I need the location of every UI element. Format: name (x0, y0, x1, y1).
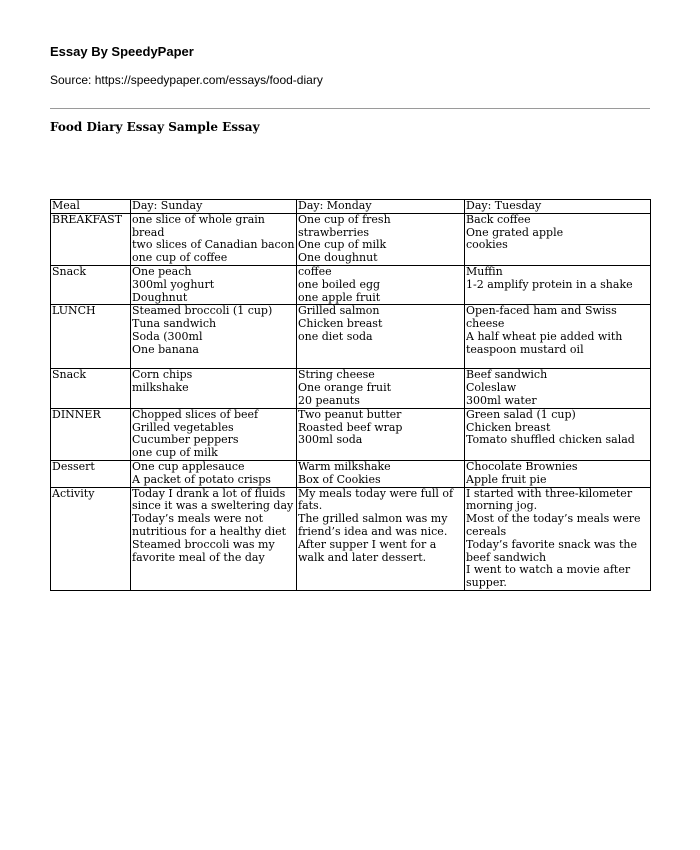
food-line: I went to watch a movie after (466, 564, 631, 577)
food-line: One grated apple (466, 226, 564, 239)
day-cell-monday (297, 265, 465, 304)
table-row (51, 213, 651, 265)
food-line: 1-2 amplify protein in a shake (466, 278, 633, 291)
food-line: strawberries (298, 226, 370, 239)
food-line: Beef sandwich (466, 369, 548, 382)
food-line: milkshake (132, 382, 189, 395)
food-line: fats. (298, 500, 323, 513)
day-cell-monday (297, 305, 465, 369)
food-line: Grilled salmon (298, 305, 380, 318)
food-line: I started with three-kilometer (466, 487, 633, 500)
food-line: Soda (300ml (132, 330, 203, 343)
food-line: One banana (132, 343, 199, 356)
food-line: Cucumber peppers (132, 434, 239, 447)
day-cell-sunday (131, 408, 297, 460)
food-line: Green salad (1 cup) (466, 408, 576, 421)
table-row (51, 408, 651, 460)
meal-cell: Activity (51, 487, 131, 590)
food-line: Today’s favorite snack was the (466, 538, 637, 551)
food-line: One peach (132, 265, 192, 278)
food-line: Chicken breast (466, 421, 551, 434)
food-line: Box of Cookies (298, 473, 381, 486)
brand-title: Essay By SpeedyPaper (50, 44, 194, 59)
day-cell-tuesday (465, 369, 651, 408)
day-cell-monday (297, 487, 465, 590)
food-line: Most of the today’s meals were (466, 513, 641, 526)
food-line: 300ml soda (298, 434, 363, 447)
food-line: one boiled egg (298, 278, 381, 291)
food-line: String cheese (298, 369, 375, 382)
day-cell-monday (297, 460, 465, 487)
food-line: Apple fruit pie (466, 473, 547, 486)
food-line: Steamed broccoli (1 cup) (132, 305, 273, 318)
food-line: My meals today were full of (298, 487, 454, 500)
table-row (51, 460, 651, 487)
header-divider (50, 108, 650, 109)
food-line: since it was a sweltering day (132, 500, 294, 513)
food-line: walk and later dessert. (298, 551, 427, 564)
table-row (51, 369, 651, 408)
food-line: Back coffee (466, 213, 531, 226)
food-line: Warm milkshake (298, 460, 391, 473)
food-line: Tomato shuffled chicken salad (466, 434, 635, 447)
day-cell-tuesday (465, 487, 651, 590)
food-line: cereals (466, 525, 507, 538)
food-line: friend’s idea and was nice. (298, 525, 448, 538)
food-diary-table (50, 199, 651, 591)
food-line: 20 peanuts (298, 394, 360, 407)
day-cell-sunday (131, 369, 297, 408)
food-line: Chopped slices of beef (132, 408, 259, 421)
food-line: Open-faced ham and Swiss (466, 305, 617, 318)
food-line: A half wheat pie added with (466, 330, 623, 343)
food-line: beef sandwich (466, 551, 547, 564)
day-cell-sunday (131, 487, 297, 590)
meal-cell: BREAKFAST (51, 213, 131, 265)
food-line: Corn chips (132, 369, 193, 382)
table-row (51, 487, 651, 590)
food-line: Steamed broccoli was my (132, 538, 275, 551)
food-line: One orange fruit (298, 382, 392, 395)
day-cell-tuesday (465, 408, 651, 460)
food-line: one diet soda (298, 330, 373, 343)
meal-cell: LUNCH (51, 305, 131, 369)
day-cell-sunday (131, 213, 297, 265)
food-line: one apple fruit (298, 291, 381, 304)
food-line: Doughnut (132, 291, 188, 304)
food-line: coffee (298, 265, 332, 278)
food-line: The grilled salmon was my (298, 513, 448, 526)
food-line: morning jog. (466, 500, 538, 513)
food-line: 300ml water (466, 394, 537, 407)
food-line: one cup of milk (132, 447, 218, 460)
food-line: One doughnut (298, 252, 378, 265)
food-line: Today I drank a lot of fluids (132, 487, 286, 500)
food-line: favorite meal of the day (132, 551, 265, 564)
meal-cell: Snack (51, 369, 131, 408)
food-line: one slice of whole grain (132, 213, 265, 226)
day-cell-monday (297, 213, 465, 265)
day-cell-sunday (131, 265, 297, 304)
food-line: supper. (466, 577, 507, 590)
food-line: Coleslaw (466, 382, 517, 395)
food-line: Grilled vegetables (132, 421, 234, 434)
food-line: cheese (466, 318, 505, 331)
header-cell-tuesday: Day: Tuesday (465, 200, 651, 214)
meal-cell: DINNER (51, 408, 131, 460)
food-line: cookies (466, 239, 508, 252)
food-line: Today’s meals were not (132, 513, 264, 526)
meal-cell: Snack (51, 265, 131, 304)
document-header (50, 44, 323, 87)
food-line: Muffin (466, 265, 503, 278)
day-cell-tuesday (465, 305, 651, 369)
food-line: nutritious for a healthy diet (132, 525, 287, 538)
food-line: One cup of fresh (298, 213, 391, 226)
header-cell-sunday: Day: Sunday (131, 200, 297, 214)
table-row (51, 305, 651, 369)
food-line: Chocolate Brownies (466, 460, 578, 473)
food-line: teaspoon mustard oil (466, 343, 584, 356)
food-line: One cup of milk (298, 239, 387, 252)
day-cell-sunday (131, 460, 297, 487)
food-line: Chicken breast (298, 318, 383, 331)
food-line: one cup of coffee (132, 252, 228, 265)
food-line: bread (132, 226, 165, 239)
day-cell-monday (297, 369, 465, 408)
header-cell-monday: Day: Monday (297, 200, 465, 214)
food-line: Tuna sandwich (132, 318, 217, 331)
food-line: Two peanut butter (298, 408, 402, 421)
day-cell-tuesday (465, 460, 651, 487)
food-line: After supper I went for a (298, 538, 437, 551)
table-row (51, 265, 651, 304)
food-line: One cup applesauce (132, 460, 245, 473)
meal-cell: Dessert (51, 460, 131, 487)
day-cell-monday (297, 408, 465, 460)
table-header-row (51, 200, 651, 214)
food-line: Roasted beef wrap (298, 421, 403, 434)
food-line: A packet of potato crisps (132, 473, 271, 486)
source-line: Source: https://speedypaper.com/essays/food-diary (50, 73, 323, 87)
food-line: two slices of Canadian bacon (132, 239, 295, 252)
day-cell-tuesday (465, 213, 651, 265)
essay-title: Food Diary Essay Sample Essay (50, 120, 260, 134)
day-cell-tuesday (465, 265, 651, 304)
food-line: 300ml yoghurt (132, 278, 215, 291)
header-cell-meal: Meal (51, 200, 131, 214)
day-cell-sunday (131, 305, 297, 369)
